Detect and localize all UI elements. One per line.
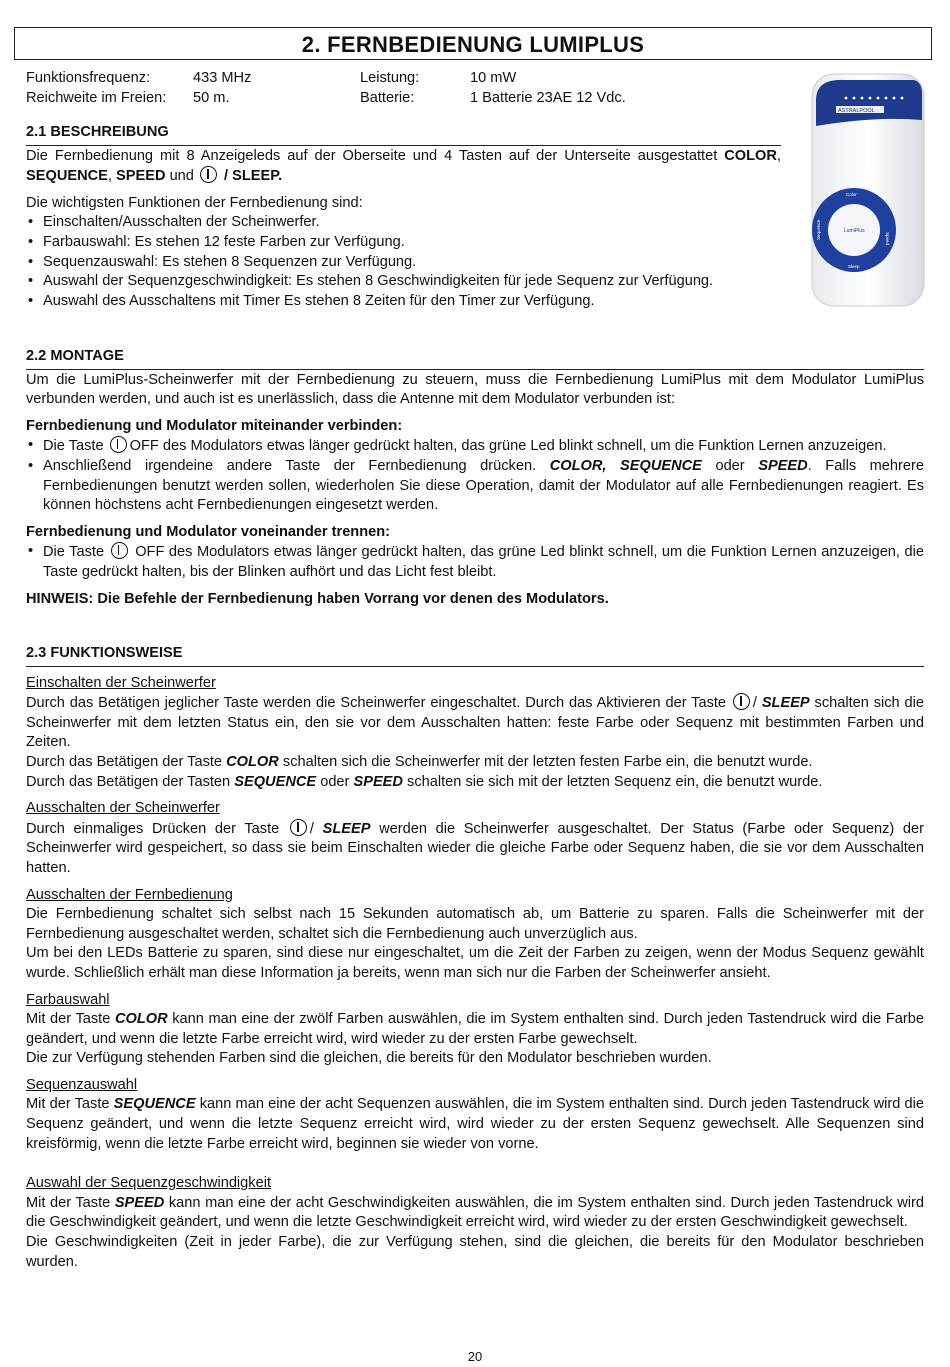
- paragraph: Durch das Betätigen der Tasten SEQUENCE oder SPEED schalten sie sich mit der letzten Sequenz ein, die benutzt wurde.: [26, 773, 823, 790]
- paragraph: Durch das Betätigen jeglicher Taste werden die Scheinwerfer eingeschaltet. Durch das Aktivieren der Taste / SLEEP schalten sich die Scheinwerfer mit dem letzten Status ein, den sie vor dem Ausschalten hatten: feste Farbe oder Sequenz mit bestimmten Farben und Zeiten.: [26, 695, 924, 751]
- disconnect-heading: Fernbedienung und Modulator voneinander trennen:: [26, 523, 391, 540]
- spec-label: Batterie:: [360, 90, 415, 106]
- section-montage: [26, 347, 924, 609]
- power-icon: [110, 436, 127, 453]
- spec-value: 50 m.: [193, 90, 230, 106]
- page-number: 20: [467, 1349, 483, 1364]
- remote-key-label: Sleep: [848, 264, 860, 269]
- description-intro: Die Fernbedienung mit 8 Anzeigeleds auf der Oberseite und 4 Tasten auf der Unterseite ausgestattet COLOR, SEQUENCE, SPEED und / SLEEP.: [26, 147, 781, 185]
- paragraph: Durch das Betätigen der Taste COLOR schalten sich die Scheinwerfer mit der letzten festen Farbe ein, die benutzt wurde.: [26, 753, 813, 770]
- section-heading: 2.3 FUNKTIONSWEISE: [26, 644, 924, 667]
- subheading-sequence: Sequenzauswahl: [26, 1076, 138, 1093]
- section-beschreibung: [26, 123, 781, 311]
- subheading-on: Einschalten der Scheinwerfer: [26, 674, 216, 691]
- subheading-remote-off: Ausschalten der Fernbedienung: [26, 886, 233, 903]
- disconnect-list: [26, 542, 924, 582]
- functions-list: [26, 213, 781, 311]
- list-item: • Anschließend irgendeine andere Taste der Fernbedienung drücken. COLOR, SEQUENCE oder SPEED. Falls mehrere Fernbedienungen benutzt werden sollen, wiederholen Sie diese Operation, damit der Modulator auf alle Fernbedienungen reagiert. Es können höchstens acht Fernbedienungen eingesetzt werden.: [26, 457, 924, 516]
- section-heading: 2.2 MONTAGE: [26, 347, 924, 370]
- paragraph: Durch einmaliges Drücken der Taste / SLEEP werden die Scheinwerfer ausgeschaltet. Der Status (Farbe oder Sequenz) der Scheinwerfer wird gespeichert, so dass sie beim Einschalten wieder die gleiche Farbe oder Sequenz haben, die sie vor dem Ausschalten hatten.: [26, 820, 925, 876]
- remote-key-label: Color: [846, 192, 857, 197]
- list-item: • Sequenzauswahl: Es stehen 8 Sequenzen zur Verfügung.: [26, 253, 781, 273]
- list-item: • Farbauswahl: Es stehen 12 feste Farben zur Verfügung.: [26, 233, 781, 253]
- functions-lead: Die wichtigsten Funktionen der Fernbedienung sind:: [26, 194, 363, 211]
- paragraph: Mit der Taste SEQUENCE kann man eine der acht Sequenzen auswählen, die im System enthalten sind. Durch jeden Tastendruck wird die Sequenz geändert, und wenn die letzte Sequenz erreicht wird, wird wieder zu der ersten Sequenz gewechselt. Alle Sequenzen sind kreisförmig, wenn die letzte Farbe erreicht wird, beginnen sie wieder von vorne.: [26, 1096, 925, 1152]
- spec-label: Funktionsfrequenz:: [26, 70, 151, 86]
- subheading-color: Farbauswahl: [26, 991, 110, 1008]
- spec-value: 1 Batterie 23AE 12 Vdc.: [470, 90, 626, 106]
- paragraph: Mit der Taste SPEED kann man eine der acht Geschwindigkeiten auswählen, die im System enthalten sind. Durch jeden Tastendruck wird die Geschwindigkeit geändert, und wenn die letzte Geschwindigkeit erreicht wird, wird wieder zu der ersten Geschwindigkeit gewechselt.: [26, 1194, 924, 1231]
- list-item: • Auswahl des Ausschaltens mit Timer Es stehen 8 Zeiten für den Timer zur Verfügung.: [26, 292, 781, 312]
- spec-value: 10 mW: [470, 70, 517, 86]
- list-item: • Die Taste OFF des Modulators etwas länger gedrückt halten, das grüne Led blinkt schnell, um die Funktion Lernen anzuzeigen, die Taste gedrückt halten, bis der Blinken aufhört und das Licht fest bleibt.: [26, 542, 924, 582]
- section-funktionsweise: [26, 644, 924, 1272]
- power-icon: [733, 693, 750, 710]
- power-icon: [200, 166, 217, 183]
- note: HINWEIS: Die Befehle der Fernbedienung haben Vorrang vor denen des Modulators.: [26, 590, 609, 607]
- spec-table: [26, 69, 746, 109]
- connect-heading: Fernbedienung und Modulator miteinander verbinden:: [26, 417, 403, 434]
- section-heading: 2.1 BESCHREIBUNG: [26, 123, 781, 146]
- spec-row: [26, 89, 746, 109]
- paragraph: Die Fernbedienung schaltet sich selbst nach 15 Sekunden automatisch ab, um Batterie zu sparen. Falls die Scheinwerfer mit der Fernbedienung ausgeschaltet werden, schaltet sich die Fernbedienung auch unverzüglich aus.: [26, 906, 924, 942]
- list-item: • Einschalten/Ausschalten der Scheinwerfer.: [26, 213, 781, 233]
- spec-row: [26, 69, 746, 89]
- remote-key-label: Speed: [885, 232, 890, 246]
- page-title: 2. FERNBEDIENUNG LUMIPLUS: [14, 27, 932, 60]
- remote-key-label: Sequence: [816, 219, 821, 240]
- power-icon: [290, 819, 307, 836]
- list-item: • Die Taste OFF des Modulators etwas länger gedrückt halten, das grüne Led blinkt schnell, um die Funktion Lernen anzuzeigen.: [26, 436, 924, 457]
- subheading-speed: Auswahl der Sequenzgeschwindigkeit: [26, 1175, 272, 1192]
- paragraph: Die zur Verfügung stehenden Farben sind die gleichen, die bereits für den Modulator beschrieben wurden.: [26, 1050, 712, 1067]
- remote-control-image: [806, 70, 930, 310]
- subheading-off: Ausschalten der Scheinwerfer: [26, 800, 220, 817]
- spec-label: Reichweite im Freien:: [26, 90, 167, 106]
- remote-center-label: LumiPlus: [844, 228, 865, 234]
- paragraph: Um bei den LEDs Batterie zu sparen, sind diese nur eingeschaltet, um die Zeit der Farben zu zeigen, wenn der Modus Sequenz gewählt wurde. Schließlich erhält man diese Information ja bereits, wenn man sich nur die Farben der Scheinwerfer ansieht.: [26, 945, 924, 981]
- svg-text:ASTRALPOOL: ASTRALPOOL: [838, 108, 875, 114]
- list-item: • Auswahl der Sequenzgeschwindigkeit: Es stehen 8 Geschwindigkeiten für jede Sequenz zur Verfügung.: [26, 272, 781, 292]
- montage-intro: Um die LumiPlus-Scheinwerfer mit der Fernbedienung zu steuern, muss die Fernbedienung LumiPlus mit dem Modulator LumiPlus verbunden werden, und auch ist es unerlässlich, dass die Antenne mit dem Modulator verbunden ist:: [26, 371, 924, 408]
- power-icon: [111, 542, 128, 559]
- spec-label: Leistung:: [360, 70, 420, 86]
- spec-value: 433 MHz: [193, 70, 252, 86]
- paragraph: Mit der Taste COLOR kann man eine der zwölf Farben auswählen, die im System enthalten sind. Durch jeden Tastendruck wird die Farbe geändert, und wenn die letzte Farbe erreicht wird, wird wieder zu der ersten Farbe gewechselt.: [26, 1011, 924, 1047]
- connect-list: [26, 436, 924, 515]
- paragraph: Die Geschwindigkeiten (Zeit in jeder Farbe), die zur Verfügung stehen, sind die gleichen, die bereits für den Modulator beschrieben wurden.: [26, 1234, 924, 1270]
